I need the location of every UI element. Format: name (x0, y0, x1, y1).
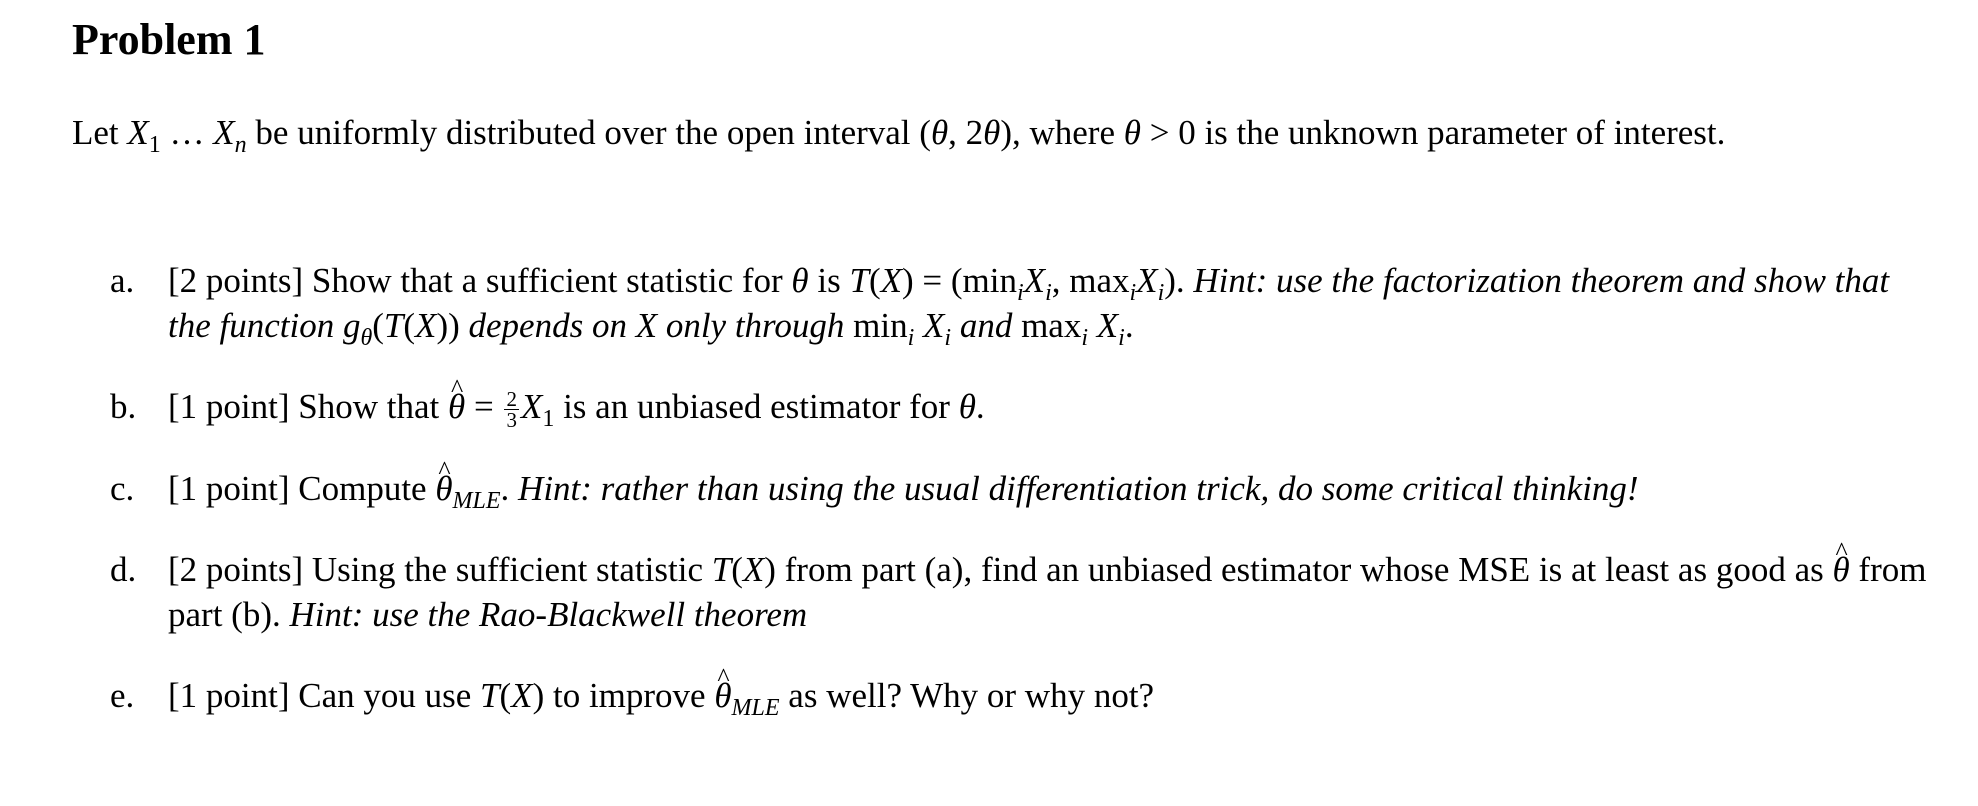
intro-math: θ (930, 113, 949, 152)
part-text: [1 point] Compute (168, 469, 436, 509)
hint-text: Hint: rather than using the usual differentiation trick, do some critical thinking! (518, 469, 1639, 509)
math-subscript: i (1017, 280, 1024, 306)
math-subscript: i (907, 325, 915, 351)
problem-parts-list (110, 258, 1940, 722)
math-symbol: g (342, 306, 361, 345)
part-text: ( (372, 306, 384, 345)
part-text: [2 points] Using the sufficient statistic (168, 550, 712, 590)
theta-hat-symbol: ^ θ (435, 466, 452, 511)
fraction-denominator: 3 (506, 408, 517, 433)
math-subscript: i (1129, 280, 1137, 306)
part-text: . (975, 387, 985, 426)
theta-hat-symbol: ^ θ (448, 384, 465, 429)
part-text: ( (499, 676, 512, 716)
part-label: c. (110, 469, 135, 509)
intro-math: θ (1123, 113, 1141, 152)
math-symbol: X (1023, 261, 1046, 300)
math-symbol: T (480, 676, 500, 716)
part-text: from part (b). (168, 550, 1927, 635)
intro-subscript: 1 (148, 132, 161, 158)
part-text: ( (731, 550, 743, 590)
math-symbol: θ (958, 387, 976, 426)
fraction (504, 387, 519, 433)
math-symbol: T (383, 306, 404, 345)
hint-text: Hint: use the Rao-Blackwell theorem (289, 595, 808, 635)
math-subscript: i (1118, 325, 1125, 351)
part-text: . (500, 469, 519, 509)
math-symbol: X (923, 306, 945, 345)
part-text: ( (403, 306, 416, 345)
problem-title: Problem 1 (72, 15, 266, 64)
math-symbol: X (1096, 306, 1119, 345)
intro-text: … (160, 113, 214, 152)
intro-text: Let (72, 113, 128, 152)
part-text: ). (1164, 261, 1194, 300)
math-symbol: θ (791, 261, 809, 300)
math-symbol: X (742, 550, 765, 590)
intro-text: be uniformly distributed over the open interval ( (246, 113, 931, 152)
part-c (110, 466, 1940, 515)
part-text: is an unbiased estimator for (554, 387, 959, 426)
hint-text: depends on X only through (468, 306, 854, 345)
part-text: , max (1051, 261, 1130, 300)
math-subscript: i (1081, 325, 1088, 351)
math-symbol: X (1136, 261, 1158, 300)
hint-text: and (951, 306, 1022, 345)
part-text: min (853, 306, 908, 345)
part-text: [2 points] Show that a sufficient statistic for (168, 261, 792, 300)
intro-text: > 0 is the unknown parameter of interest. (1140, 113, 1726, 152)
part-text: ) from part (a), find an unbiased estimator whose MSE is at least as good as (764, 550, 1833, 590)
intro-text: , 2 (948, 113, 984, 152)
part-text: )) (436, 306, 469, 345)
part-text: ( (868, 261, 881, 300)
math-symbol: T (711, 550, 732, 590)
part-label: e. (110, 676, 135, 716)
part-d (110, 547, 1940, 637)
math-subscript: θ (360, 325, 373, 351)
part-text: [1 point] Show that (168, 387, 448, 426)
part-text: . (1124, 306, 1134, 345)
theta-hat-symbol: ^ θ (1832, 547, 1849, 592)
part-label: d. (110, 550, 137, 590)
math-subscript: i (1157, 280, 1165, 306)
math-subscript: i (1045, 280, 1052, 306)
math-subscript: MLE (731, 695, 780, 722)
fraction-numerator: 2 (506, 387, 517, 412)
math-subscript: 1 (542, 406, 555, 432)
part-text: is (808, 261, 850, 300)
part-label: a. (110, 261, 135, 300)
part-b (110, 384, 1940, 433)
math-symbol: X (880, 261, 902, 300)
part-e (110, 673, 1940, 722)
part-text: ) to improve (532, 676, 715, 716)
problem-intro (72, 110, 1932, 158)
intro-math: X (213, 113, 235, 152)
part-text: max (1021, 306, 1082, 345)
part-a (110, 258, 1940, 351)
intro-math: θ (983, 113, 1001, 152)
theta-hat-symbol: ^ θ (714, 673, 731, 718)
part-text: = (465, 387, 503, 426)
math-subscript: i (944, 325, 952, 351)
intro-subscript: n (234, 132, 247, 158)
part-text: [1 point] Can you use (168, 676, 481, 716)
math-symbol: T (849, 261, 869, 300)
intro-math: X (127, 113, 149, 152)
math-subscript: MLE (452, 488, 501, 515)
math-symbol: X (511, 676, 533, 716)
hint-text: Hint: use the factorization theorem and show that the function (168, 261, 1890, 345)
math-symbol: X (520, 387, 543, 426)
part-text: ) = (min (902, 261, 1017, 300)
part-label: b. (110, 387, 137, 426)
math-symbol: X (415, 306, 437, 345)
intro-text: ), where (1000, 113, 1124, 152)
part-text: as well? Why or why not? (779, 676, 1155, 716)
